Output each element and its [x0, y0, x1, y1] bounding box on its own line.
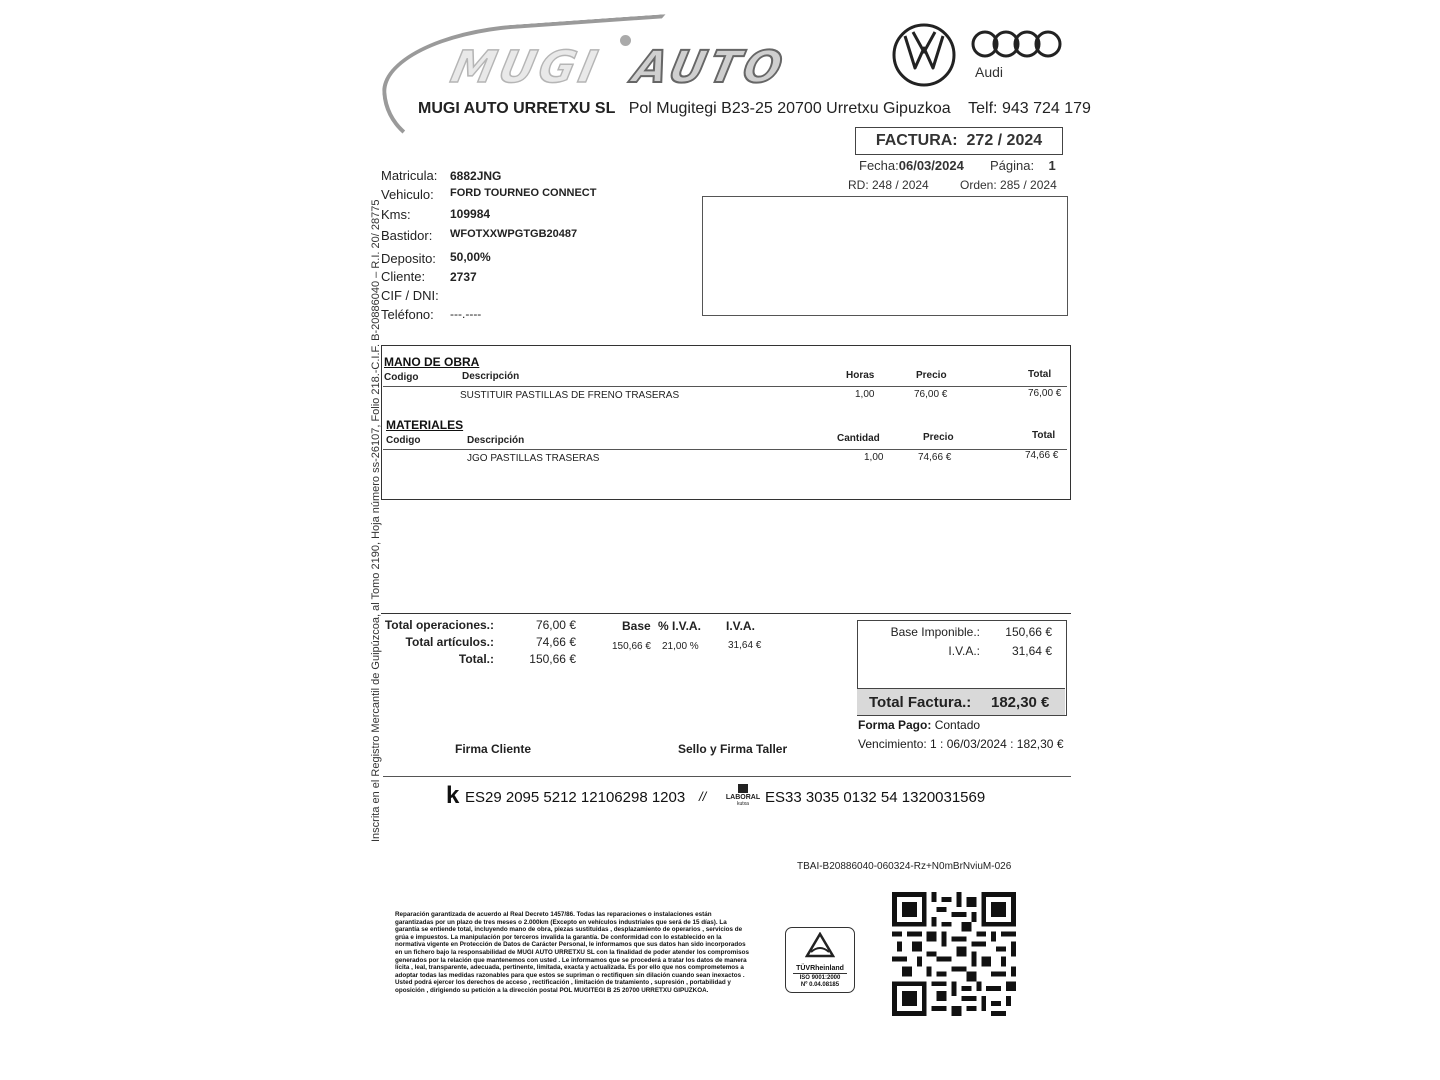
section-title-mano-de-obra: MANO DE OBRA — [384, 355, 480, 369]
iban-kutxabank: ES29 2095 5212 12106298 1203 — [465, 789, 686, 806]
invoice-page-number — [990, 158, 1056, 173]
tbai-code: TBAI-B20886040-060324-Rz+N0mBrNviuM-026 — [797, 861, 1012, 872]
field-value-kms: 109984 — [450, 207, 491, 221]
col-header-precio-mat: Precio — [923, 432, 954, 443]
invoice-number-box — [855, 127, 1063, 155]
col-header-descripcion: Descripción — [462, 371, 520, 382]
field-label-bastidor: Bastidor: — [381, 228, 433, 243]
iva-row-pct: 21,00 % — [662, 641, 699, 652]
kutxabank-logo-icon: k — [446, 782, 460, 809]
total-articulos-value: 74,66 € — [535, 635, 576, 649]
company-address: Pol Mugitegi B23-25 20700 Urretxu Gipuzkoa — [628, 100, 951, 117]
field-value-deposito: 50,00% — [450, 250, 491, 264]
base-imponible-value: 150,66 € — [1005, 625, 1052, 639]
signature-workshop-label: Sello y Firma Taller — [678, 742, 788, 756]
company-phone: Telf: 943 724 179 — [968, 100, 1091, 117]
invoice-number: 272 / 2024 — [966, 132, 1043, 149]
field-label-telefono: Teléfono: — [381, 307, 434, 322]
client-address-box — [702, 196, 1068, 316]
iva-header-pct: % I.V.A. — [658, 619, 701, 633]
invoice-title-label: FACTURA: — [875, 132, 958, 149]
field-value-bastidor: WFOTXXWPGTGB20487 — [450, 228, 578, 240]
material-row-total: 74,66 € — [1025, 450, 1059, 461]
col-header-precio: Precio — [916, 370, 947, 381]
forma-pago — [858, 718, 980, 732]
vw-logo-icon — [891, 22, 957, 88]
section-title-materiales: MATERIALES — [386, 418, 464, 432]
material-row-quantity: 1,00 — [864, 452, 884, 463]
logo-text-auto: AUTO — [628, 42, 791, 93]
invoice-date — [859, 158, 964, 173]
field-label-kms: Kms: — [381, 207, 411, 222]
field-label-deposito: Deposito: — [381, 251, 436, 266]
total-value: 150,66 € — [529, 652, 576, 666]
total-label: Total.: — [458, 652, 494, 666]
vencimiento: Vencimiento: 1 : 06/03/2024 : 182,30 € — [858, 737, 1064, 751]
divider — [383, 386, 1067, 387]
rd-number: RD: 248 / 2024 — [848, 178, 929, 192]
field-value-vehiculo: FORD TOURNEO CONNECT — [450, 187, 597, 199]
qr-code-icon — [892, 892, 1016, 1016]
col-header-total: Total — [1028, 369, 1052, 380]
laboral-kutxa-logo-icon — [723, 784, 763, 807]
laboral-logo-text: LABORAL — [725, 794, 761, 801]
iva-value: 31,64 € — [1011, 644, 1052, 658]
divider — [383, 449, 1067, 450]
total-operaciones-label: Total operaciones.: — [384, 618, 494, 632]
date-value: 06/03/2024 — [898, 158, 964, 173]
labor-row-description: SUSTITUIR PASTILLAS DE FRENO TRASERAS — [460, 390, 680, 401]
tuv-triangle-icon — [805, 932, 835, 958]
field-label-matricula: Matricula: — [381, 168, 438, 183]
registry-side-text: Inscrita en el Registro Mercantil de Guipúzcoa, al Tomo 2190, Hoja número ss-26107, Folio 218.-C.I.F. B-20886040 – R.I. 20/ 28775 — [370, 199, 382, 842]
company-line — [418, 100, 1091, 118]
labor-row-price: 76,00 € — [914, 389, 948, 400]
field-label-cif: CIF / DNI: — [381, 288, 439, 303]
field-value-matricula: 6882JNG — [450, 169, 502, 183]
total-factura-label: Total Factura.: — [869, 694, 972, 711]
iva-row-base: 150,66 € — [612, 641, 651, 652]
total-factura-value: 182,30 € — [991, 694, 1050, 711]
items-box — [381, 345, 1071, 500]
forma-pago-label: Forma Pago: — [858, 718, 932, 732]
forma-pago-value: Contado — [934, 718, 981, 732]
legal-text: Reparación garantizada de acuerdo al Real Decreto 1457/86. Todas las reparaciones o instalaciones están garantizadas por un plazo de tres meses o 2.000km (Excepto en vehículos industriales que será de 15 días). La garantía se entiende total, incluyendo mano de obra, piezas sustituidas , desplazamiento de operarios , servicios de grúa e impuestos. La manipulación por terceros invalida la garantía. De conformidad con lo establecido en la normativa vigente en Protección de Datos de Carácter Personal, le informamos que sus datos han sido incorporados en un fichero bajo la responsabilidad de MUGI AUTO URRETXU SL con la finalidad de poder atender los compromisos generados por la relación que mantenemos con usted . Le informamos que se procederá a tratar los datos de manera lícita , leal, transparente, adecuada, pertinente, limitada, exacta y actualizada. Es por ello que nos comprometemos a adoptar todas las medidas razonables para que estos se supriman o rectifiquen sin dilación cuando sean inexactos . Usted podrá ejercer los derechos de acceso , rectificación , limitación de tratamiento , supresión , portabilidad y oposición , dirigiendo su petición a la dirección postal POL MUGITEGI B 25 20700 URRETXU GIPUZKOA. — [395, 911, 749, 994]
col-header-cantidad: Cantidad — [837, 433, 880, 444]
logo-text-mugi: MUGI — [446, 42, 606, 93]
order-number: Orden: 285 / 2024 — [960, 178, 1057, 192]
tuv-certification-badge — [785, 927, 855, 993]
iva-row-iva: 31,64 € — [728, 640, 762, 651]
labor-row-total: 76,00 € — [1028, 388, 1062, 399]
totals-divider — [381, 613, 1071, 614]
iban-laboral-kutxa: ES33 3035 0132 54 1320031569 — [765, 789, 986, 806]
col-header-total-mat: Total — [1032, 430, 1056, 441]
field-label-cliente: Cliente: — [381, 269, 426, 284]
col-header-codigo-mat: Codigo — [386, 435, 421, 446]
iva-header-base: Base — [622, 619, 651, 633]
total-operaciones-value: 76,00 € — [535, 618, 576, 632]
col-header-horas: Horas — [846, 370, 875, 381]
field-value-telefono: ---.---- — [450, 307, 482, 321]
iva-label: I.V.A.: — [948, 644, 980, 658]
iban-separator: // — [699, 789, 707, 804]
field-value-cliente: 2737 — [450, 270, 477, 284]
audi-rings-icon — [970, 28, 1064, 60]
page-label: Página: — [990, 158, 1035, 173]
company-name: MUGI AUTO URRETXU SL — [418, 100, 616, 117]
material-row-price: 74,66 € — [918, 452, 952, 463]
material-row-description: JGO PASTILLAS TRASERAS — [467, 453, 600, 464]
tuv-iso: ISO 9001:2000 — [799, 975, 841, 981]
laboral-logo-sub: kutxa — [737, 801, 749, 807]
field-label-vehiculo: Vehiculo: — [381, 187, 434, 202]
audi-label: Audi — [975, 64, 1004, 80]
signature-client-label: Firma Cliente — [455, 742, 532, 756]
date-label: Fecha: — [859, 158, 899, 173]
tuv-number: Nº 0.04.08185 — [800, 982, 840, 988]
iva-header-iva: I.V.A. — [726, 619, 755, 633]
total-articulos-label: Total artículos.: — [405, 635, 494, 649]
labor-row-hours: 1,00 — [855, 389, 875, 400]
base-imponible-label: Base Imponible.: — [890, 625, 980, 639]
page-value: 1 — [1048, 158, 1056, 173]
bank-divider — [383, 776, 1071, 777]
col-header-codigo: Codigo — [384, 372, 419, 383]
logo-dot — [620, 35, 631, 46]
tuv-name: TÜVRheinland — [796, 965, 844, 972]
col-header-descripcion-mat: Descripción — [467, 435, 525, 446]
